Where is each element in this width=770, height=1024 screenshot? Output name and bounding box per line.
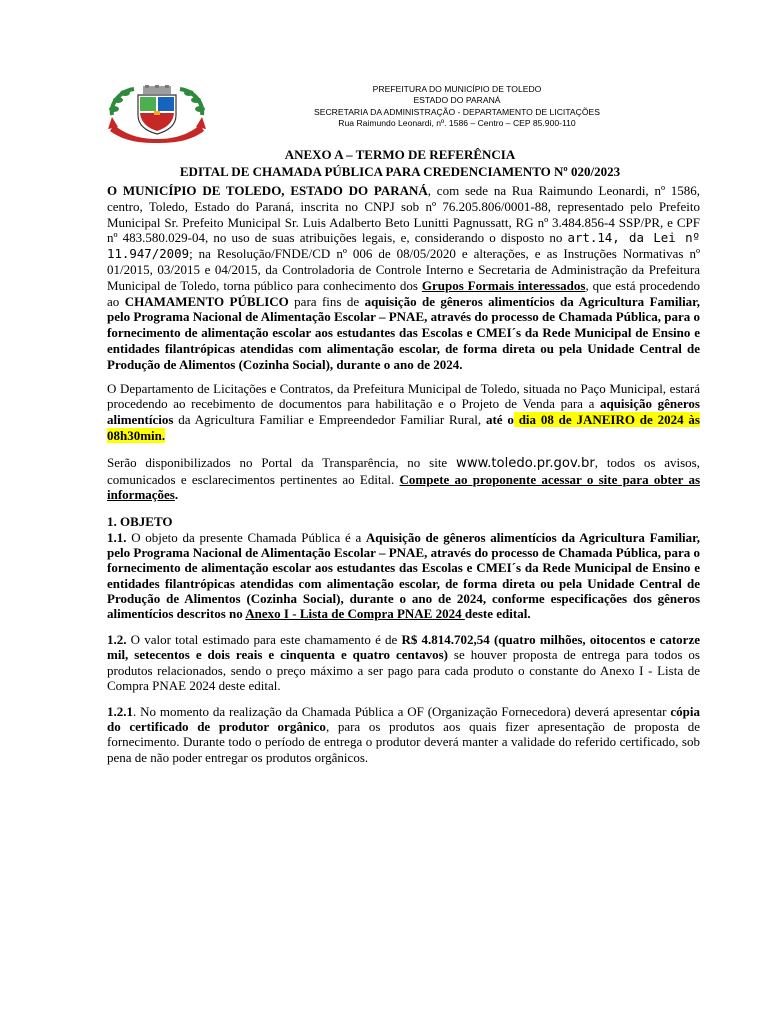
section-1-2 [107,632,700,693]
intro-text-2: ; na Resolução/FNDE/CD nº 006 de 08/05/2020 e alterações, e as Instruções Normativas nº 01/2015, 03/2015 e 04/2015, da Controladoria de Controle Interno e Secretaria de Administração da Prefeitura Municipal de Toledo, torna público para conhecimento dos [107,246,700,293]
object-text: O objeto da presente Chamada Pública é a [126,529,366,545]
municipal-coat-of-arms-icon [104,85,210,143]
estimated-total-value: R$ 4.814.702,54 (quatro milhões, oitocentos e catorze mil, setecentos e dois reais e cinquenta e quatro centavos) [107,632,700,663]
intro-paragraph [107,183,700,373]
deadline-date-highlight: dia 08 de JANEIRO de 2024 às 08h30min. [107,412,700,443]
transparency-text: Serão disponibilizados no Portal da Transparência, no site [107,454,457,470]
letterhead-address: Rua Raimundo Leonardi, nº. 1586 – Centro – CEP 85.900-110 [338,118,576,129]
law-reference: art.14, da Lei nº 11.947/2009 [107,230,700,262]
intro-text-3: , que está procedendo ao [107,277,701,309]
proponent-notice: Compete ao proponente acessar o site para obter as informações [107,471,701,503]
annex-i-reference: Anexo I - Lista de Compra PNAE 2024 [245,605,465,621]
section-1-2-1 [107,704,700,765]
section-heading-objeto: 1. OBJETO [107,514,173,530]
section-1-1 [107,530,700,621]
transparency-paragraph [107,455,700,503]
section-number: 1.1. [107,529,127,545]
letterhead-department: SECRETARIA DA ADMINISTRAÇÃO - DEPARTAMENTO DE LICITAÇÕES [313,106,601,117]
letterhead-municipality: PREFEITURA DO MUNICÍPIO DE TOLEDO [372,84,542,94]
deadline-paragraph [107,381,700,444]
organic-text-2: , para os produtos aos quais fizer apresentação de proposta de fornecimento. Durante todo o período de entrega o produtor deverá manter a validade do referido certificado, sob pena de não poder entregar os produtos orgânicos. [107,719,700,765]
deadline-text-2: da Agricultura Familiar e Empreendedor Familiar Rural, [173,412,486,428]
edital-title: EDITAL DE CHAMADA PÚBLICA PARA CREDENCIAMENTO Nº 020/2023 [179,164,621,179]
deadline-text: O Departamento de Licitações e Contratos, da Prefeitura Municipal de Toledo, situada no Paço Municipal, estará procedendo ao recebimento de documentos para habilitação e o Projeto de Venda para a [107,380,700,412]
value-text-2: se houver proposta de entrega para todos os produtos relacionados, sendo o preço máximo a ser pago para cada produto o constante do Anexo I - Lista de Compra PNAE 2024 deste edital. [107,647,700,693]
municipality-name: O MUNICÍPIO DE TOLEDO, ESTADO DO PARANÁ [107,183,428,198]
object-description: Aquisição de gêneros alimentícios da Agricultura Familiar, pelo Programa Nacional de Alimentação Escolar – PNAE, através do processo de Chamada Pública, para o fornecimento de alimentação escolar aos estudantes das Escolas e CMEI´s da Rede Municipal de Ensino e entidades filantrópicas atendidas com alimentação escolar, de forma direta ou pela Unidade Central de Produção de Alimentos (Cozinha Social), durante o ano de 2024, conforme especificações dos gêneros alimentícios descritos no [107,529,700,621]
website-link[interactable]: www.toledo.pr.gov.br [456,455,595,471]
document-titles [100,146,700,180]
letterhead [240,84,674,130]
document-body [107,183,700,776]
organic-certificate-term: cópia do certificado de produtor orgânico [107,703,700,735]
organic-text: . No momento da realização da Chamada Pública a OF (Organização Fornecedora) deverá apresentar [133,703,671,719]
letterhead-state: ESTADO DO PARANÁ [413,95,501,106]
section-number: 1.2. [107,632,127,648]
notice-period: . [174,487,179,503]
intro-text: , com sede na Rua Raimundo Leonardi, nº 1586, centro, Toledo, Estado do Paraná, inscrita no CNPJ sob nº 76.205.806/0001-88, representado pelo Prefeito Municipal Sr. Prefeito Municipal Sr. Luis Adalberto Beto Lunitti Pagnussatt, RG nº 3.484.856-4 SSP/PR, e CPF nº 483.580.029-04, no uso de suas atribuições legais, e, considerando o disposto no [107,183,701,246]
until-term: até o [485,412,514,428]
object-suffix: deste edital. [464,605,531,621]
annex-title: ANEXO A – TERMO DE REFERÊNCIA [284,147,516,162]
acquisition-purpose: aquisição de gêneros alimentícios da Agricultura Familiar, pelo Programa Nacional de Alimentação Escolar – PNAE, através do processo de Chamada Pública, para o fornecimento de alimentação escolar aos estudantes das Escolas e CMEI´s da Rede Municipal de Ensino e entidades filantrópicas atendidas com alimentação escolar, de forma direta ou pela Unidade Central de Produção de Alimentos (Cozinha Social), durante o ano de 2024. [107,293,701,372]
formal-groups-term: Grupos Formais interessados [421,277,586,293]
acquisition-term: aquisição gêneros alimentícios [107,396,700,428]
public-call-term: CHAMAMENTO PÚBLICO [124,293,289,309]
intro-text-4: para fins de [288,293,365,309]
transparency-text-2: , todos os avisos, comunicados e esclarecimentos pertinentes ao Edital. [107,454,700,487]
value-text: O valor total estimado para este chamamento é de [126,632,402,648]
section-number: 1.2.1 [107,703,133,719]
